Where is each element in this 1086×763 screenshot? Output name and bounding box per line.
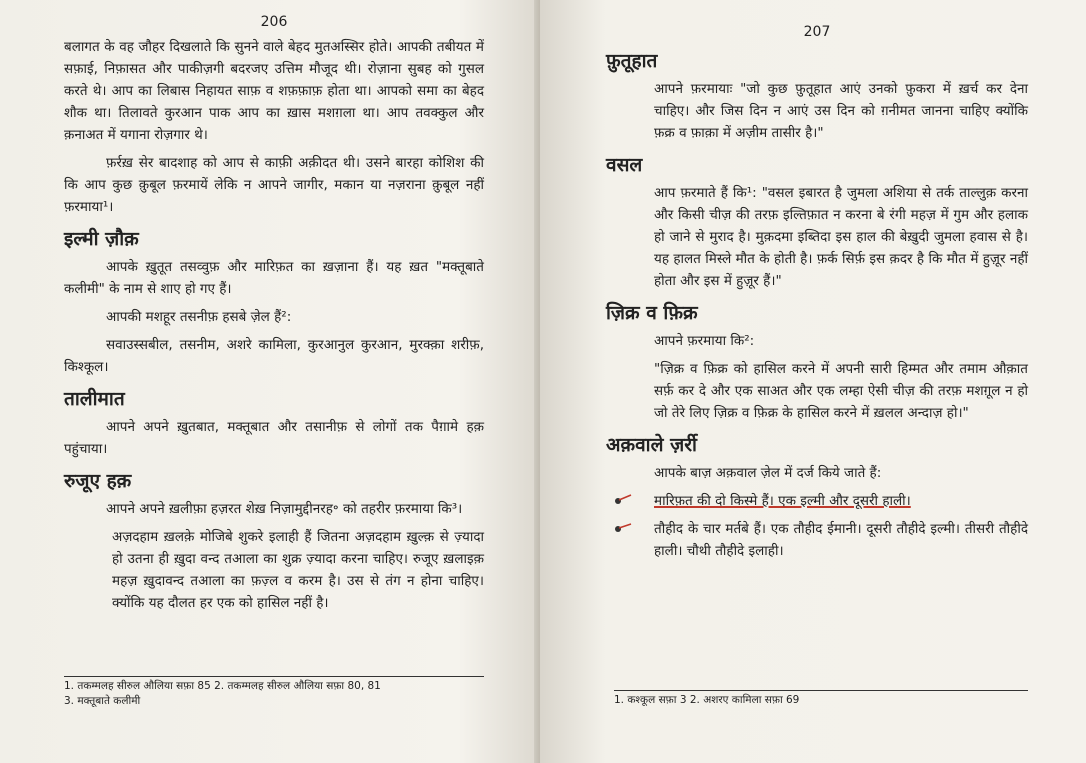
right-page bbox=[540, 0, 1086, 763]
talimaat-paragraph: आपने अपने ख़ुतबात, मक्तूबात और तसानीफ़ से लोगों तक पैग़ामे हक़ पहुंचाया। bbox=[64, 419, 484, 457]
red-tick-icon bbox=[614, 494, 632, 506]
futuhaat-paragraph: आपने फ़रमायाः "जो कुछ फ़ुतूहात आएं उनको फ़ुकरा में ख़र्च कर देना चाहिए। और जिस दिन न आएं उस दिन को ग़नीमत जानना चाहिए क्योंकि फ़क्र व फ़ाक़ा में अज़ीम तासीर है।" bbox=[654, 81, 1028, 141]
ilmi-zauq-paragraph-3: सवाउस्सबील, तसनीम, अशरे कामिला, कुरआनुल कुरआन, मुरक्क़ा शरीफ़, किश्कूल। bbox=[64, 337, 484, 375]
vasal-paragraph: आप फ़रमाते हैं कि¹: "वसल इबारत है जुमला अशिया से तर्क ताल्लुक़ करना और किसी चीज़ की तरफ़ इल्तिफ़ात न करना बे रंगी महज़ में गुम और हलाक हो जाने से मुराद है। मुक़दमा इब्तिदा इस हाल की बेख़ुदी जुमला हवास से है। यह हालत मिस्ले मौत के होती है। फ़र्क सिर्फ़ इस क़दर है कि मौत में हुज़ूर नहीं होता और इस में हुज़ूर हैं।" bbox=[654, 185, 1028, 289]
left-page bbox=[0, 0, 540, 763]
intro-paragraph-1: बलागत के वह जौहर दिखलाते कि सुनने वाले बेहद मुतअस्सिर होते। आपकी तबीयत में सफ़ाई, निफ़ासत और पाकीज़गी बदरजए उत्तिम मौजूद थी। रोज़ाना सुबह को गुसल करते थे। आप का लिबास निहायत साफ़ व शफ़फ़ाफ़ होता था। आपको समा का बेहद शौक था। तिलावते कुरआन पाक आप का ख़ास मशग़ला था। आप तवक्कुल और क़नाअत में यगाना रोज़गार थे। bbox=[64, 39, 484, 143]
saying-2: तौहीद के चार मर्तबे हैं। एक तौहीद ईमानी। दूसरी तौहीदे इल्मी। तीसरी तौहीदे हाली। चौथी तौहीदे इलाही। bbox=[654, 521, 1028, 559]
rujue-haq-quote: अज़दहाम ख़लक़े मोजिबे शुकरे इलाही हैं जितना अज़दहाम ख़ुल्क़ से ज़्यादा हो उतना ही ख़ुदा वन्द तआला का शुक्र ज़्यादा करना चाहिए। रुजूए ख़लाइक़ महज़ ख़ुदावन्द तआला का फ़ज़्ल व करम है। उस से तंग न होना चाहिए। क्योंकि यह दौलत हर एक को हासिल नहीं है। bbox=[112, 529, 484, 611]
red-tick-icon bbox=[614, 522, 632, 534]
intro-paragraph-2: फ़र्रख़ सेर बादशाह को आप से काफ़ी अक़ीदत थी। उसने बारहा कोशिश की कि आप कुछ क़ुबूल फ़रमायें लेकि न आपने जागीर, मकान या नज़राना क़ुबूल नहीं फ़रमाया¹। bbox=[64, 155, 484, 215]
left-footnote-line-2: 3. मक्तूबाते कलीमी bbox=[64, 695, 141, 707]
heading-futuhaat: फ़ुतूहात bbox=[606, 50, 658, 72]
right-footnote-line: 1. कश्कूल सफ़ा 3 2. अशरए कामिला सफ़ा 69 bbox=[614, 694, 800, 706]
heading-talimaat: तालीमात bbox=[64, 388, 125, 410]
heading-vasal: वसल bbox=[606, 154, 643, 176]
heading-zikr-fikr: ज़िक्र व फ़िक्र bbox=[606, 302, 698, 324]
ilmi-zauq-paragraph-2: आपकी मशहूर तसनीफ़ हसबे ज़ेल हैं²: bbox=[106, 309, 292, 325]
saying-1-row bbox=[606, 490, 1028, 512]
page-number-right: 207 bbox=[803, 24, 831, 40]
zikr-fikr-quote: "ज़िक्र व फ़िक्र को हासिल करने में अपनी सारी हिम्मत और तमाम औक़ात सर्फ़ कर दे और एक साअत और एक लम्हा ऐसी चीज़ की तरफ़ मशग़ूल न हो जो तेरे लिए ज़िक्र व फ़िक्र के हासिल करने में ख़लल अन्दाज़ हो।" bbox=[654, 361, 1028, 421]
zikr-fikr-intro: आपने फ़रमाया कि²: bbox=[654, 333, 755, 349]
aqwale-zarri-intro: आपके बाज़ अक़वाल ज़ेल में दर्ज किये जाते हैं: bbox=[654, 465, 882, 481]
right-footnotes bbox=[614, 690, 1028, 708]
heading-ilmi-zauq: इल्मी ज़ौक़ bbox=[64, 228, 139, 250]
saying-1-text: मारिफ़त की दो किस्मे हैं। एक इल्मी और दूसरी हाली। bbox=[654, 493, 911, 509]
heading-rujue-haq: रुजूए हक़ bbox=[64, 470, 132, 492]
saying-2-row bbox=[606, 518, 1028, 562]
page-number-left: 206 bbox=[260, 14, 288, 30]
rujue-haq-paragraph: आपने अपने ख़लीफ़ा हज़रत शेख़ निज़ामुद्दीनरह॰ को तहरीर फ़रमाया कि³। bbox=[106, 501, 463, 517]
saying-1 bbox=[606, 490, 1028, 512]
left-footnotes bbox=[64, 676, 484, 709]
left-footnote-line-1: 1. तकम्मलह सीरुल औलिया सफ़ा 85 2. तकम्मलह सीरुल औलिया सफ़ा 80, 81 bbox=[64, 680, 381, 692]
heading-aqwale-zarri: अक़वाले ज़र्री bbox=[606, 434, 697, 456]
ilmi-zauq-paragraph-1: आपके ख़ुतूत तसव्वुफ़ और मारिफ़त का ख़ज़ाना हैं। यह ख़त "मक्तूबाते कलीमी" के नाम से शाए हो गए हैं। bbox=[64, 259, 484, 297]
